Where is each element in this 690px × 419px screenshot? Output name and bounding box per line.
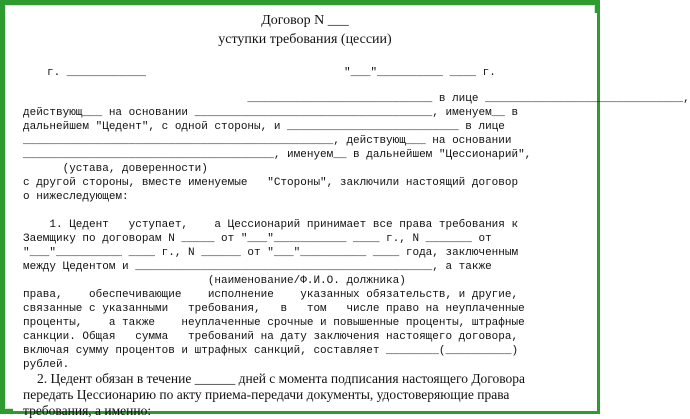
- clause-1-line: санкции. Общая сумма требований на дату заключения настоящего договора,: [23, 331, 519, 343]
- clause-1-line: 1. Цедент уступает, а Цессионарий принимает все права требования к: [23, 219, 519, 231]
- text-line: ____________________________ в лице ______________________________,: [23, 93, 690, 105]
- caption-line: (устава, доверенности): [23, 163, 208, 175]
- clause-1-line: включая сумму процентов и штрафных санкций, составляет ________(__________): [23, 345, 519, 357]
- document-title: Договор N ___: [261, 13, 349, 28]
- clause-1-line: проценты, а также неуплаченные срочные и повышенные проценты, штрафные: [23, 317, 525, 329]
- caption-line: (наименование/Ф.И.О. должника): [23, 275, 406, 287]
- clause-2-line: 2. Цедент обязан в течение ______ дней с момента подписания настоящего Договора: [37, 371, 526, 386]
- text-line: с другой стороны, вместе именуемые "Стороны", заключили настоящий договор: [23, 177, 519, 189]
- document-subtitle: уступки требования (цессии): [218, 32, 392, 47]
- clause-1-line: Заемщику по договорам N _____ от "___"___________ ____ г., N _______ от: [23, 233, 492, 245]
- clause-2-line: требования, а именно:: [23, 403, 152, 418]
- text-line: дальнейшем "Цедент", с одной стороны, и __________________________ в лице: [23, 121, 505, 133]
- clause-1-line: связанные с указанными требования, в том числе право на неуплаченные: [23, 303, 525, 315]
- clause-2-line: передать Цессионарию по акту приема-передачи документы, удостоверяющие права: [23, 387, 510, 402]
- text-line: действующ___ на основании ____________________________________, именуем__ в: [23, 107, 519, 119]
- city-date-line: г. ____________ "___"__________ ____ г.: [47, 67, 496, 79]
- clause-1-line: права, обеспечивающие исполнение указанных обязательств, и другие,: [23, 289, 519, 301]
- text-line: ______________________________________, именуем__ в дальнейшем "Цессионарий",: [23, 149, 532, 161]
- clause-1-line: рублей.: [23, 359, 70, 371]
- clause-1-line: "___"__________ ____ г., N ______ от "___"__________ ____ года, заключенным: [23, 247, 519, 259]
- document-page: [13, 13, 690, 418]
- text-line: о нижеследующем:: [23, 191, 129, 203]
- text-line: _______________________________________________, действующ___ на основании: [23, 135, 512, 147]
- clause-1-line: между Цедентом и _____________________________________________, а также: [23, 261, 492, 273]
